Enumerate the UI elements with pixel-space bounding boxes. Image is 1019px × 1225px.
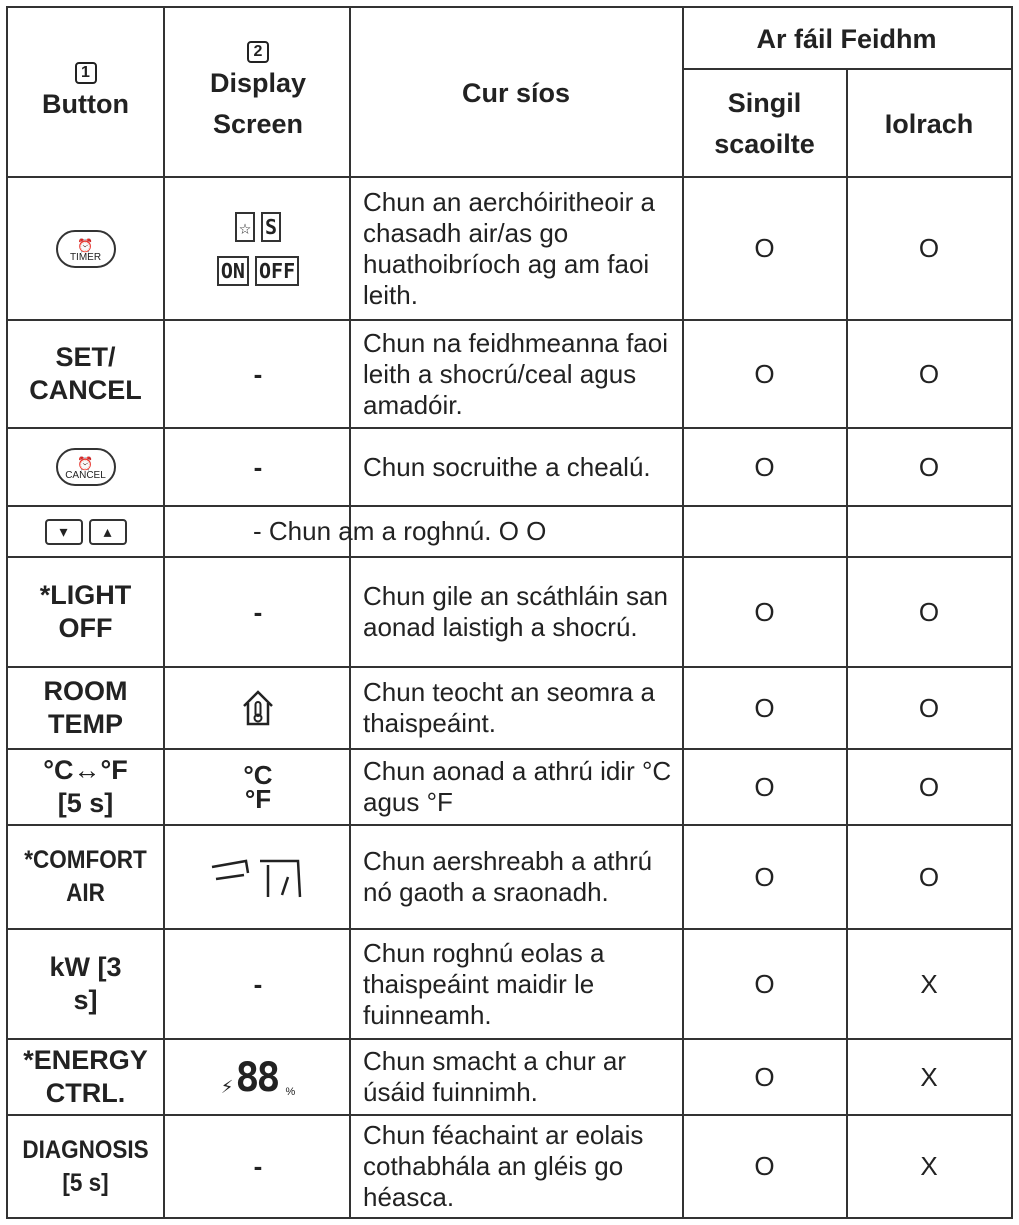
row-kw-single: O bbox=[754, 968, 775, 999]
row-kw-multi: X bbox=[920, 968, 938, 999]
row-roomtemp-button: ROOM TEMP bbox=[43, 676, 128, 739]
header-single bbox=[682, 70, 847, 178]
row-timer-button bbox=[8, 178, 163, 319]
header-display-label: Display Screen bbox=[209, 68, 307, 139]
header-button-number: 1 bbox=[75, 62, 97, 84]
chevron-up-icon: ▴ bbox=[89, 519, 127, 545]
header-multi bbox=[847, 70, 1011, 178]
row-roomtemp-description: Chun teocht an seomra a thaispeáint. bbox=[363, 677, 655, 738]
row-energy-multi: X bbox=[920, 1061, 938, 1092]
row-energy-display bbox=[165, 1040, 351, 1114]
row-lightoff-description: Chun gile an scáthláin san aonad laistigh a shocrú. bbox=[363, 581, 668, 642]
header-display bbox=[165, 8, 351, 178]
row-timer-description: Chun an aerchóiritheoir a chasadh air/as go huathoibríoch ag am faoi leith. bbox=[363, 186, 655, 310]
energy-ctrl-digits: 88 bbox=[235, 1055, 278, 1101]
row-comfortair-single: O bbox=[754, 861, 775, 892]
row-diagnosis-single: O bbox=[754, 1151, 775, 1181]
row-timer-single: O bbox=[754, 233, 775, 263]
header-description-label: Cur síos bbox=[461, 77, 571, 108]
row-unit-multi: O bbox=[918, 771, 940, 802]
row-unit-button: °C↔°F [5 s] bbox=[43, 755, 128, 818]
feature-table bbox=[6, 6, 1013, 1219]
row-energy-button: *ENERGY CTRL. bbox=[23, 1045, 148, 1108]
energy-ctrl-unit: % bbox=[285, 1086, 296, 1098]
row-setcancel-button: SET/ CANCEL bbox=[29, 342, 142, 405]
header-multi-label: Iolrach bbox=[884, 108, 974, 139]
on-icon: ON bbox=[217, 256, 249, 286]
row-comfortair-display bbox=[165, 826, 351, 928]
row-roomtemp-multi: O bbox=[918, 692, 940, 723]
row-energy-single: O bbox=[754, 1061, 775, 1092]
row-lightoff-single: O bbox=[754, 596, 775, 627]
row-unit-description: Chun aonad a athrú idir °C agus °F bbox=[363, 756, 672, 817]
row-cancel-single: O bbox=[754, 451, 775, 482]
row-lightoff-multi: O bbox=[918, 596, 940, 627]
row-kw-display: - bbox=[253, 968, 263, 999]
row-setcancel-multi: O bbox=[918, 358, 940, 389]
row-unit-single: O bbox=[754, 771, 775, 802]
header-availability-label: Ar fáil Feidhm bbox=[756, 23, 937, 54]
row-diagnosis-multi: X bbox=[920, 1151, 938, 1181]
row-setcancel-display: - bbox=[253, 358, 263, 389]
row-lightoff-button: *LIGHT OFF bbox=[39, 580, 132, 643]
row-lightoff-display: - bbox=[253, 596, 263, 627]
house-thermometer-icon bbox=[241, 689, 275, 727]
header-single-label: Singil scaoilte bbox=[714, 88, 815, 159]
row-roomtemp-display bbox=[165, 668, 351, 748]
row-unit-display: °C °F bbox=[243, 760, 273, 814]
header-display-number: 2 bbox=[247, 41, 269, 63]
header-availability-group bbox=[682, 8, 1011, 70]
row-kw-button: kW [3 s] bbox=[49, 952, 122, 1015]
row-diagnosis-description: Chun féachaint ar eolais cothabhála an gléis go héasca. bbox=[363, 1120, 644, 1212]
energy-ctrl-icon: ⚡ bbox=[220, 1077, 234, 1097]
header-description bbox=[350, 8, 682, 178]
comfort-air-icon bbox=[208, 855, 308, 899]
row-roomtemp-single: O bbox=[754, 692, 775, 723]
row-energy-description: Chun smacht a chur ar úsáid fuinnimh. bbox=[363, 1046, 627, 1107]
row-diagnosis-button: DIAGNOSIS [5 s] bbox=[22, 1135, 149, 1197]
row-kw-description: Chun roghnú eolas a thaispeáint maidir le fuinneamh. bbox=[363, 937, 605, 1030]
row-cancel-description: Chun socruithe a chealú. bbox=[363, 451, 651, 482]
row-setcancel-description: Chun na feidhmeanna faoi leith a shocrú/ceal agus amadóir. bbox=[363, 327, 669, 420]
header-button-label: Button bbox=[42, 88, 129, 119]
off-icon: OFF bbox=[255, 256, 299, 286]
star-sleep-icon: ☆ bbox=[235, 212, 255, 242]
s-icon: S bbox=[261, 212, 281, 242]
row-setcancel-single: O bbox=[754, 358, 775, 389]
row-comfortair-description: Chun aershreabh a athrú nó gaoth a sraonadh. bbox=[363, 846, 653, 907]
row-cancel-multi: O bbox=[918, 451, 940, 482]
header-button bbox=[8, 8, 163, 178]
row-cancel-display: - bbox=[253, 451, 263, 482]
row-comfortair-button: *COMFORT AIR bbox=[24, 846, 147, 907]
timer-button-icon: ⏰ TIMER bbox=[56, 230, 116, 268]
row-diagnosis-display: - bbox=[253, 1151, 263, 1181]
row-timer-display bbox=[165, 178, 351, 319]
row-timer-multi: O bbox=[918, 233, 940, 263]
row-arrows-button bbox=[8, 507, 163, 556]
row-comfortair-multi: O bbox=[918, 861, 940, 892]
chevron-down-icon: ▾ bbox=[45, 519, 83, 545]
cancel-button-icon: ⏰ CANCEL bbox=[56, 448, 116, 486]
row-cancel-button bbox=[8, 429, 163, 505]
row-arrows-merged-text: - Chun am a roghnú. O O bbox=[253, 516, 547, 546]
